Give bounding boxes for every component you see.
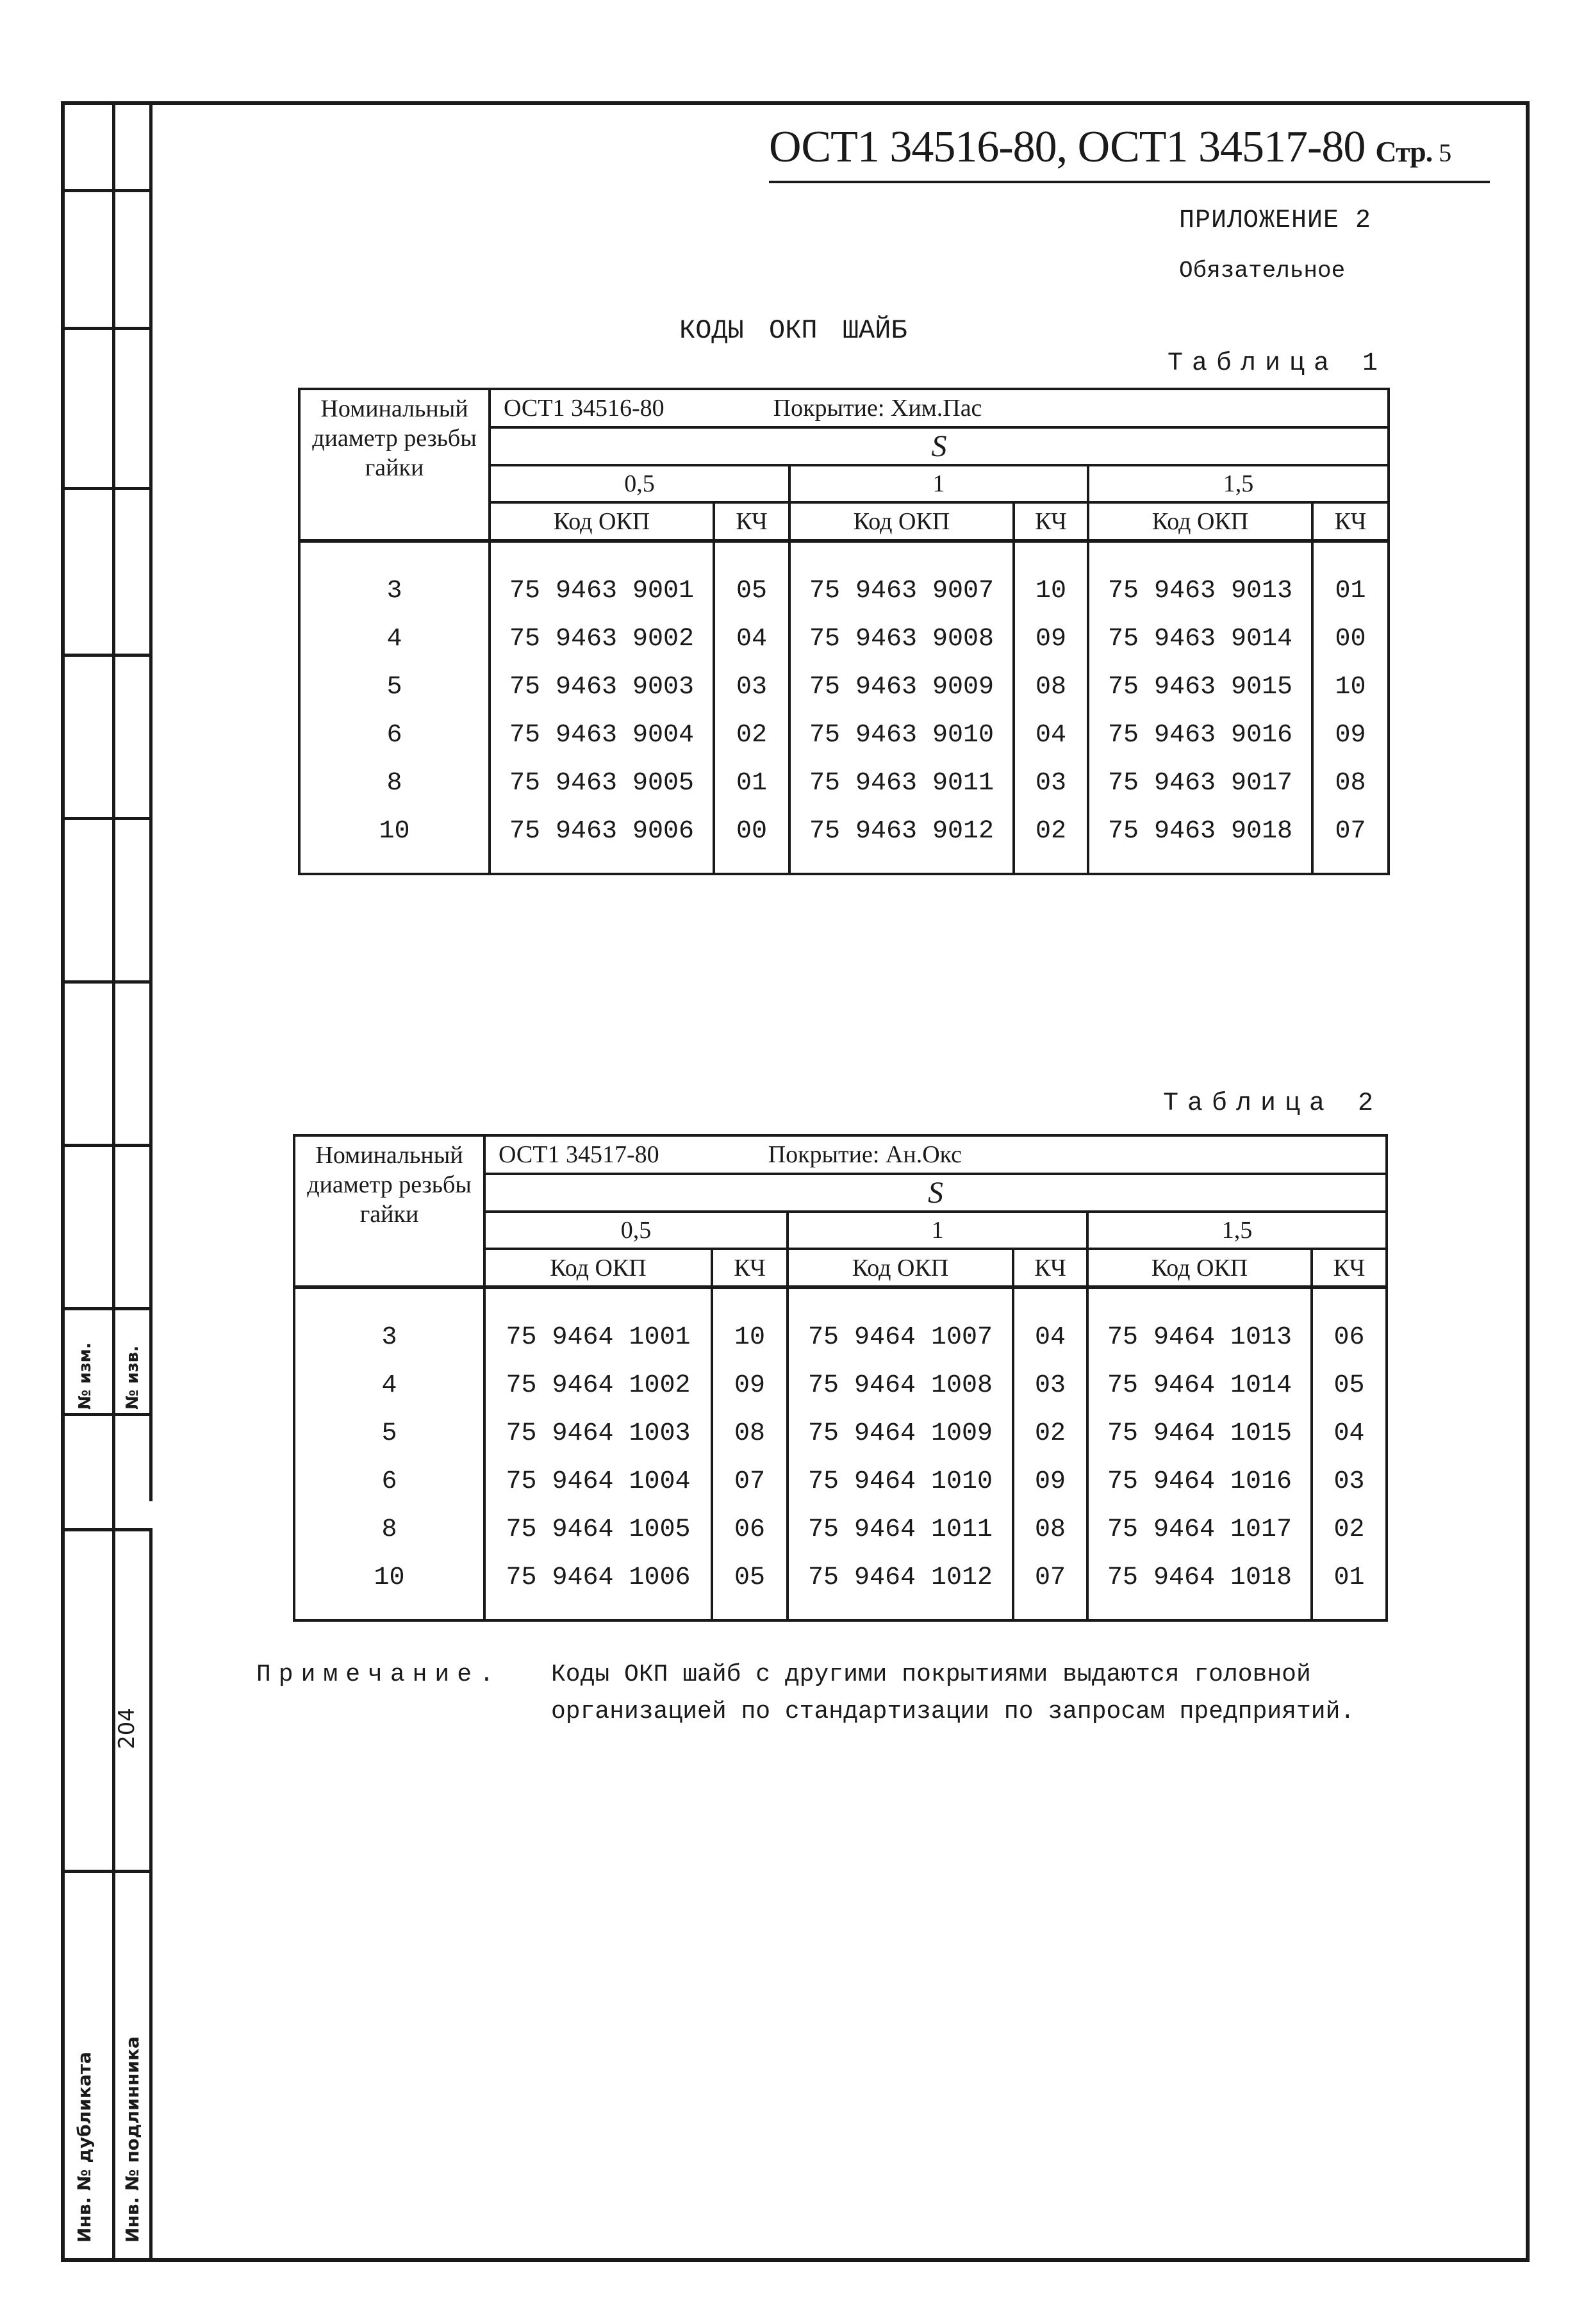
document-code: ОСТ1 34516-80, ОСТ1 34517-80 xyxy=(769,122,1366,172)
diameter-column xyxy=(299,541,490,874)
side-stamp-rule xyxy=(61,1870,151,1873)
okp-codes-table-1 xyxy=(298,388,1390,875)
standard-code: ОСТ1 34516-80 xyxy=(504,395,664,422)
kch-cell: 03 xyxy=(1035,769,1066,798)
kch-column xyxy=(714,541,789,874)
okp-code-cell: 75 9463 9013 xyxy=(1107,577,1293,606)
change-number-label: № изм. xyxy=(76,1342,95,1410)
side-stamp-rule xyxy=(61,1144,151,1147)
kch-cell: 08 xyxy=(1035,673,1066,702)
kch-cell: 02 xyxy=(1034,1419,1066,1448)
coating-label: Покрытие: Хим.Пас xyxy=(773,395,982,422)
okp-codes-table-2 xyxy=(293,1134,1388,1622)
okp-code-cell: 75 9464 1015 xyxy=(1107,1419,1292,1448)
title-underline xyxy=(769,181,1490,183)
appendix-label: ПРИЛОЖЕНИЕ 2 xyxy=(1179,206,1372,235)
diameter-cell: 8 xyxy=(381,1515,397,1544)
okp-code-cell: 75 9464 1010 xyxy=(807,1467,993,1496)
okp-code-cell: 75 9464 1006 xyxy=(506,1563,691,1592)
kch-column-header: КЧ xyxy=(712,1249,788,1287)
code-column xyxy=(789,541,1014,874)
code-column-header: Код ОКП xyxy=(490,502,714,541)
s-value: 0,5 xyxy=(490,465,789,502)
okp-code-cell: 75 9464 1017 xyxy=(1107,1515,1292,1544)
kch-cell: 05 xyxy=(734,1563,765,1592)
side-stamp-rule xyxy=(61,189,151,192)
kch-cell: 09 xyxy=(1335,721,1366,750)
okp-code-cell: 75 9463 9006 xyxy=(509,817,695,846)
kch-cell: 01 xyxy=(1335,577,1366,606)
okp-code-cell: 75 9463 9011 xyxy=(809,769,995,798)
side-stamp-column-1 xyxy=(61,101,115,2258)
okp-code-cell: 75 9464 1003 xyxy=(506,1419,691,1448)
diameter-cell: 10 xyxy=(379,817,410,846)
kch-cell: 05 xyxy=(1333,1371,1365,1400)
diameter-cell: 4 xyxy=(381,1371,397,1400)
s-symbol: S xyxy=(490,427,1389,465)
stamp-number: 204 xyxy=(114,1708,140,1749)
okp-code-cell: 75 9463 9003 xyxy=(509,673,695,702)
code-column-header: Код ОКП xyxy=(484,1249,712,1287)
mandatory-label: Обязательное xyxy=(1179,258,1346,284)
okp-code-cell: 75 9464 1016 xyxy=(1107,1467,1292,1496)
kch-column-header: КЧ xyxy=(1312,1249,1387,1287)
diameter-header: Номинальный диаметр резьбы гайки xyxy=(299,389,490,541)
code-column xyxy=(788,1287,1013,1620)
code-column-header: Код ОКП xyxy=(789,502,1014,541)
okp-code-cell: 75 9464 1014 xyxy=(1107,1371,1292,1400)
okp-code-cell: 75 9463 9001 xyxy=(509,577,695,606)
kch-cell: 04 xyxy=(736,625,767,654)
code-column xyxy=(1088,541,1312,874)
note-text xyxy=(551,1656,1384,1731)
okp-code-cell: 75 9464 1001 xyxy=(506,1323,691,1352)
side-stamp-rule xyxy=(61,1528,151,1531)
diameter-cell: 6 xyxy=(381,1467,397,1496)
diameter-column xyxy=(294,1287,484,1620)
okp-code-cell: 75 9464 1011 xyxy=(807,1515,993,1544)
okp-code-cell: 75 9464 1012 xyxy=(807,1563,993,1592)
kch-cell: 03 xyxy=(1333,1467,1365,1496)
okp-code-cell: 75 9463 9008 xyxy=(809,625,995,654)
diameter-cell: 5 xyxy=(381,1419,397,1448)
okp-code-cell: 75 9463 9015 xyxy=(1107,673,1293,702)
kch-cell: 01 xyxy=(736,769,767,798)
side-stamp-rule xyxy=(61,327,151,330)
okp-code-cell: 75 9464 1007 xyxy=(807,1323,993,1352)
kch-column xyxy=(1013,1287,1087,1620)
kch-cell: 05 xyxy=(736,577,767,606)
kch-column xyxy=(712,1287,788,1620)
kch-cell: 08 xyxy=(734,1419,765,1448)
okp-code-cell: 75 9464 1008 xyxy=(807,1371,993,1400)
kch-cell: 09 xyxy=(734,1371,765,1400)
code-column xyxy=(1087,1287,1312,1620)
kch-cell: 02 xyxy=(736,721,767,750)
table-1-label: Таблица 1 xyxy=(1168,349,1387,378)
s-value: 1 xyxy=(789,465,1088,502)
page-number: 5 xyxy=(1439,138,1451,167)
okp-code-cell: 75 9464 1018 xyxy=(1107,1563,1292,1592)
kch-cell: 02 xyxy=(1333,1515,1365,1544)
standard-code: ОСТ1 34517-80 xyxy=(499,1141,659,1168)
okp-code-cell: 75 9463 9002 xyxy=(509,625,695,654)
kch-cell: 09 xyxy=(1034,1467,1066,1496)
kch-cell: 00 xyxy=(736,817,767,846)
kch-column-header: КЧ xyxy=(1312,502,1389,541)
side-stamp-rule xyxy=(61,654,151,657)
kch-cell: 04 xyxy=(1034,1323,1066,1352)
side-stamp-rule xyxy=(61,817,151,820)
diameter-cell: 8 xyxy=(386,769,402,798)
diameter-cell: 3 xyxy=(386,577,402,606)
side-stamp-rule xyxy=(61,980,151,984)
kch-cell: 01 xyxy=(1333,1563,1365,1592)
kch-column-header: КЧ xyxy=(1013,1249,1087,1287)
kch-cell: 10 xyxy=(1335,673,1366,702)
kch-cell: 00 xyxy=(1335,625,1366,654)
kch-cell: 03 xyxy=(1034,1371,1066,1400)
notice-number-label: № изв. xyxy=(123,1346,142,1410)
kch-column xyxy=(1312,541,1389,874)
kch-cell: 03 xyxy=(736,673,767,702)
section-title: КОДЫ ОКП ШАЙБ xyxy=(679,315,907,346)
side-stamp-column-2 xyxy=(112,101,153,1501)
kch-cell: 07 xyxy=(1034,1563,1066,1592)
standard-coating-header xyxy=(484,1135,1387,1174)
code-column-header: Код ОКП xyxy=(1087,1249,1312,1287)
kch-cell: 10 xyxy=(734,1323,765,1352)
okp-code-cell: 75 9464 1002 xyxy=(506,1371,691,1400)
note-line: Коды ОКП шайб с другими покрытиями выдаются головной xyxy=(551,1661,1311,1688)
diameter-cell: 4 xyxy=(386,625,402,654)
s-value: 0,5 xyxy=(484,1212,788,1249)
okp-code-cell: 75 9463 9012 xyxy=(809,817,995,846)
kch-cell: 02 xyxy=(1035,817,1066,846)
diameter-header: Номинальный диаметр резьбы гайки xyxy=(294,1135,484,1287)
diameter-cell: 6 xyxy=(386,721,402,750)
note-heading: Примечание. xyxy=(256,1661,502,1688)
code-column-header: Код ОКП xyxy=(1088,502,1312,541)
diameter-cell: 3 xyxy=(381,1323,397,1352)
standard-coating-header xyxy=(490,389,1389,427)
kch-cell: 06 xyxy=(734,1515,765,1544)
kch-column-header: КЧ xyxy=(714,502,789,541)
kch-cell: 08 xyxy=(1335,769,1366,798)
okp-code-cell: 75 9463 9014 xyxy=(1107,625,1293,654)
note-line: организацией по стандартизации по запросам предприятий. xyxy=(551,1698,1355,1726)
kch-cell: 04 xyxy=(1333,1419,1365,1448)
kch-cell: 09 xyxy=(1035,625,1066,654)
code-column-header: Код ОКП xyxy=(788,1249,1013,1287)
duplicate-inventory-label: Инв. № дубликата xyxy=(74,2052,95,2243)
s-value: 1,5 xyxy=(1088,465,1389,502)
kch-column xyxy=(1014,541,1088,874)
okp-code-cell: 75 9464 1004 xyxy=(506,1467,691,1496)
okp-code-cell: 75 9463 9010 xyxy=(809,721,995,750)
okp-code-cell: 75 9463 9016 xyxy=(1107,721,1293,750)
diameter-cell: 10 xyxy=(374,1563,405,1592)
kch-cell: 07 xyxy=(1335,817,1366,846)
page-label: Стр. xyxy=(1375,135,1433,168)
table-2-label: Таблица 2 xyxy=(1163,1089,1383,1118)
s-value: 1,5 xyxy=(1087,1212,1387,1249)
okp-code-cell: 75 9464 1013 xyxy=(1107,1323,1292,1352)
coating-label: Покрытие: Ан.Окс xyxy=(768,1141,962,1168)
s-value: 1 xyxy=(788,1212,1087,1249)
code-column xyxy=(490,541,714,874)
kch-cell: 07 xyxy=(734,1467,765,1496)
side-stamp-rule xyxy=(61,487,151,490)
code-column xyxy=(484,1287,712,1620)
okp-code-cell: 75 9463 9009 xyxy=(809,673,995,702)
okp-code-cell: 75 9463 9007 xyxy=(809,577,995,606)
side-stamp-rule xyxy=(61,1413,151,1416)
document-title xyxy=(769,122,1451,173)
okp-code-cell: 75 9463 9017 xyxy=(1107,769,1293,798)
kch-column xyxy=(1312,1287,1387,1620)
kch-cell: 08 xyxy=(1034,1515,1066,1544)
okp-code-cell: 75 9463 9005 xyxy=(509,769,695,798)
okp-code-cell: 75 9463 9018 xyxy=(1107,817,1293,846)
kch-cell: 10 xyxy=(1035,577,1066,606)
okp-code-cell: 75 9464 1005 xyxy=(506,1515,691,1544)
okp-code-cell: 75 9463 9004 xyxy=(509,721,695,750)
okp-code-cell: 75 9464 1009 xyxy=(807,1419,993,1448)
kch-column-header: КЧ xyxy=(1014,502,1088,541)
kch-cell: 04 xyxy=(1035,721,1066,750)
kch-cell: 06 xyxy=(1333,1323,1365,1352)
original-inventory-label: Инв. № подлинника xyxy=(122,2036,143,2243)
side-stamp-rule xyxy=(61,1307,151,1310)
diameter-cell: 5 xyxy=(386,673,402,702)
s-symbol: S xyxy=(484,1174,1387,1212)
